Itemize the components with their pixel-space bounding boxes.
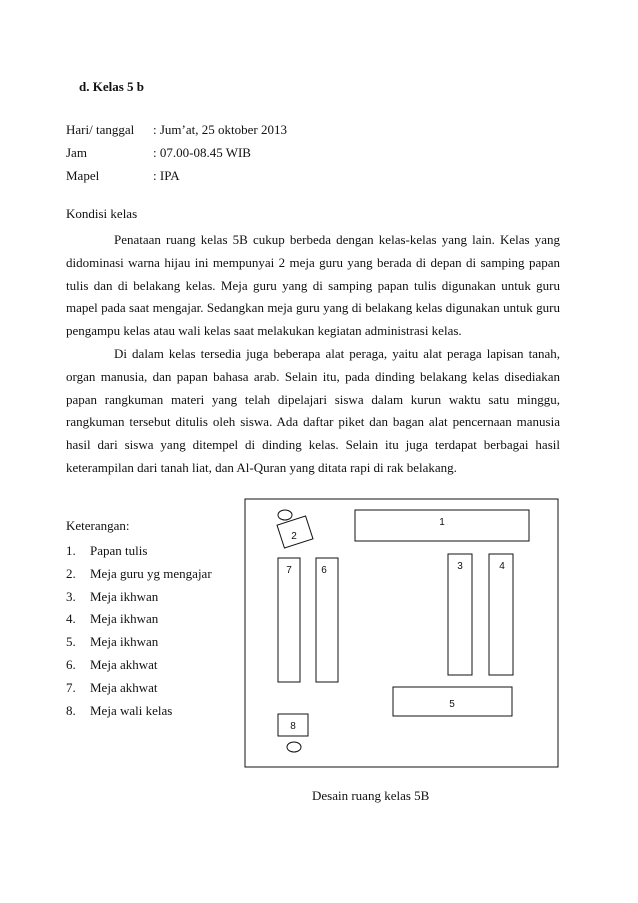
legend-item: 6. Meja akhwat — [66, 656, 158, 672]
desk-7-box — [278, 558, 300, 682]
label-8: 8 — [290, 721, 296, 732]
info-value: : 07.00-08.45 WIB — [153, 145, 251, 160]
legend-item: 1. Papan tulis — [66, 543, 148, 558]
desk-4-box — [489, 554, 513, 675]
legend-item: 4. Meja ikhwan — [66, 611, 159, 627]
info-label: Jam — [66, 145, 87, 160]
diagram-caption: Desain ruang kelas 5B — [312, 788, 430, 803]
legend-item: 8. Meja wali kelas — [66, 702, 173, 718]
section-title: d. Kelas 5 b — [79, 79, 145, 94]
classroom-condition-heading: Kondisi kelas — [66, 206, 138, 221]
paragraph-1: Penataan ruang kelas 5B cukup berbeda dengan kelas-kelas yang lain. Kelas yang didominasi warna hijau ini mempunyai 2 meja guru yang berada di depan di samping papan tulis dan di belakang kelas. Meja guru yang di samping papan tulis digunakan untuk guru mapel pada saat mengajar. Sedangkan meja guru yang di belakang kelas digunakan untuk guru pengampu kelas atau wali kelas saat melakukan kegiatan administrasi kelas. — [66, 232, 560, 339]
label-1: 1 — [439, 517, 445, 528]
legend-item: 5. Meja ikhwan — [66, 634, 159, 650]
info-label: Mapel — [66, 168, 100, 183]
info-value: : Jum’at, 25 oktober 2013 — [153, 122, 287, 137]
legend-title: Keterangan: — [66, 518, 130, 533]
label-5: 5 — [449, 699, 455, 710]
label-6: 6 — [321, 565, 327, 576]
info-label: Hari/ tanggal — [66, 122, 135, 137]
desk-3-box — [448, 554, 472, 675]
desk-6-box — [316, 558, 338, 682]
legend-item: 3. Meja ikhwan — [66, 588, 159, 604]
legend-item: 7. Meja akhwat — [66, 679, 158, 695]
label-2: 2 — [291, 531, 297, 542]
label-3: 3 — [457, 561, 463, 572]
label-4: 4 — [499, 561, 505, 572]
chair-teacher — [278, 510, 292, 520]
legend-item: 2. Meja guru yg mengajar — [66, 565, 212, 581]
paragraph-2: Di dalam kelas tersedia juga beberapa alat peraga, yaitu alat peraga lapisan tanah, organ manusia, dan papan bahasa arab. Selain itu, pada dinding belakang kelas disediakan papan rangkuman materi yang telah dipelajari siswa dalam kurun waktu satu minggu, rangkuman tersebut ditulis oleh siswa. Ada daftar piket dan bagan alat pencernaan manusia hasil dari siswa yang ditempel di dinding kelas. Selain itu juga terdapat berbagai hasil keterampilan dari tanah liat, dan Al-Quran yang ditata rapi di rak belakang. — [66, 345, 560, 475]
chair-homeroom — [287, 742, 301, 752]
label-7: 7 — [286, 565, 292, 576]
info-value: : IPA — [153, 168, 180, 183]
